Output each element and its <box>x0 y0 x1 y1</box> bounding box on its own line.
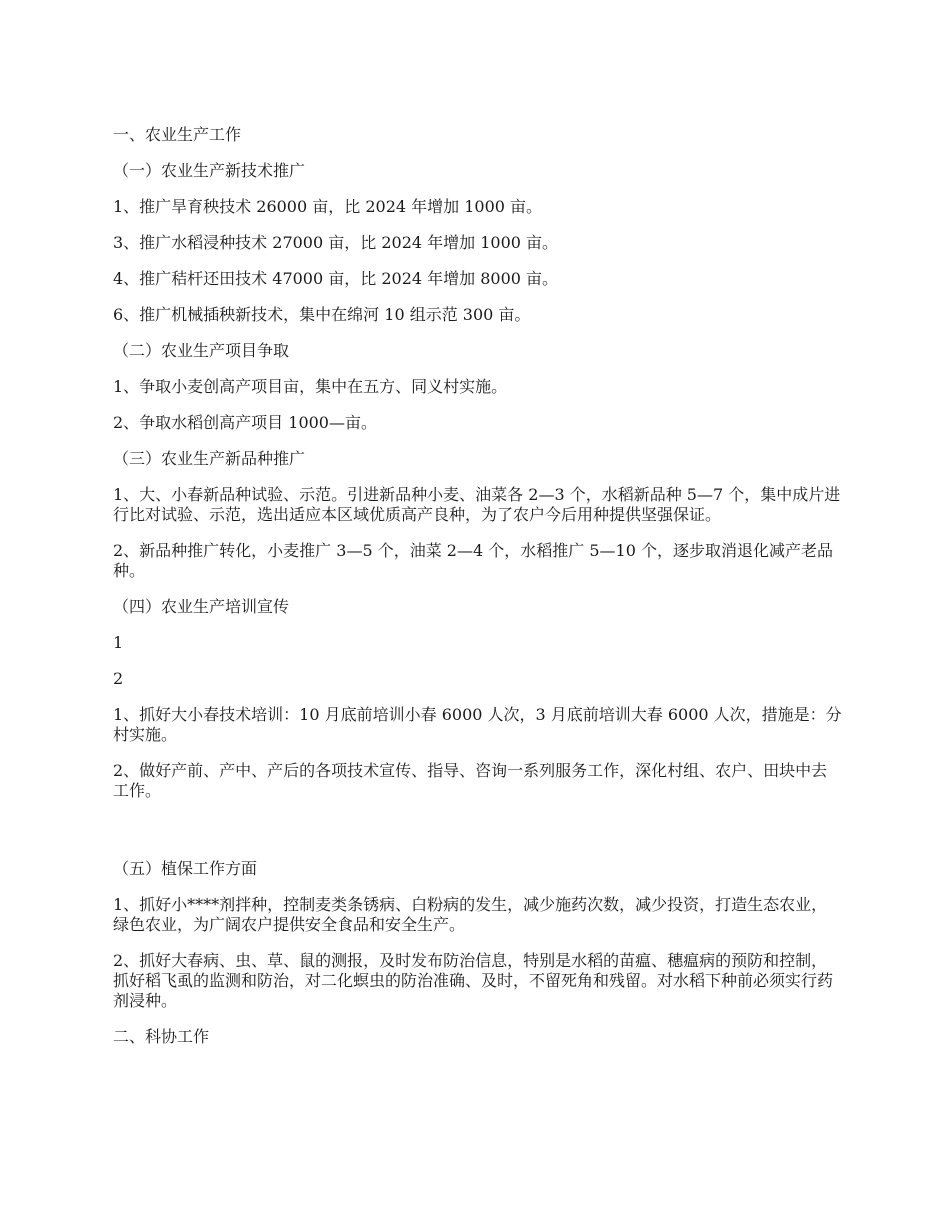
section-2-heading: 二、科协工作 <box>113 1027 210 1046</box>
paragraph: 2、做好产前、产中、产后的各项技术宣传、指导、咨询一系列服务工作，深化村组、农户、田块中去工作。 <box>113 761 828 800</box>
subsection-1-1-heading: （一）农业生产新技术推广 <box>113 161 306 180</box>
paragraph: 6、推广机械插秧新技术，集中在绵河 10 组示范 300 亩。 <box>113 305 531 324</box>
paragraph: 1、争取小麦创高产项目亩，集中在五方、同义村实施。 <box>113 377 508 396</box>
paragraph: 1、大、小春新品种试验、示范。引进新品种小麦、油菜各 2—3 个，水稻新品种 5—7 个，集中成片进行比对试验、示范，选出适应本区域优质高产良种，为了农户今后用种提供坚强保证。 <box>113 485 841 524</box>
subsection-1-5-heading: （五）植保工作方面 <box>113 859 258 878</box>
subsection-1-2-heading: （二）农业生产项目争取 <box>113 341 290 360</box>
blank-gap <box>113 817 843 859</box>
paragraph: 1、推广旱育秧技术 26000 亩，比 2024 年增加 1000 亩。 <box>113 197 543 216</box>
paragraph: 1、抓好小****剂拌种，控制麦类条锈病、白粉病的发生，减少施药次数，减少投资，打造生态农业，绿色农业，为广阔农户提供安全食品和安全生产。 <box>113 895 828 934</box>
paragraph: 2 <box>113 669 124 688</box>
subsection-1-3-heading: （三）农业生产新品种推广 <box>113 449 306 468</box>
document-body <box>113 125 843 1063</box>
paragraph: 1、抓好大小春技术培训：10 月底前培训小春 6000 人次，3 月底前培训大春 6000 人次，措施是：分村实施。 <box>113 705 842 744</box>
paragraph: 1 <box>113 633 124 652</box>
paragraph: 2、抓好大春病、虫、草、鼠的测报，及时发布防治信息，特别是水稻的苗瘟、穗瘟病的预防和控制，抓好稻飞虱的监测和防治，对二化螟虫的防治准确、及时，不留死角和残留。对水稻下种前必须实行药剂浸种。 <box>113 951 834 1010</box>
section-1-heading: 一、农业生产工作 <box>113 125 242 144</box>
paragraph: 2、争取水稻创高产项目 1000—亩。 <box>113 413 377 432</box>
paragraph: 4、推广秸杆还田技术 47000 亩，比 2024 年增加 8000 亩。 <box>113 269 559 288</box>
subsection-1-4-heading: （四）农业生产培训宣传 <box>113 597 290 616</box>
paragraph: 2、新品种推广转化，小麦推广 3—5 个，油菜 2—4 个，水稻推广 5—10 个，逐步取消退化减产老品种。 <box>113 541 833 580</box>
paragraph: 3、推广水稻浸种技术 27000 亩，比 2024 年增加 1000 亩。 <box>113 233 559 252</box>
